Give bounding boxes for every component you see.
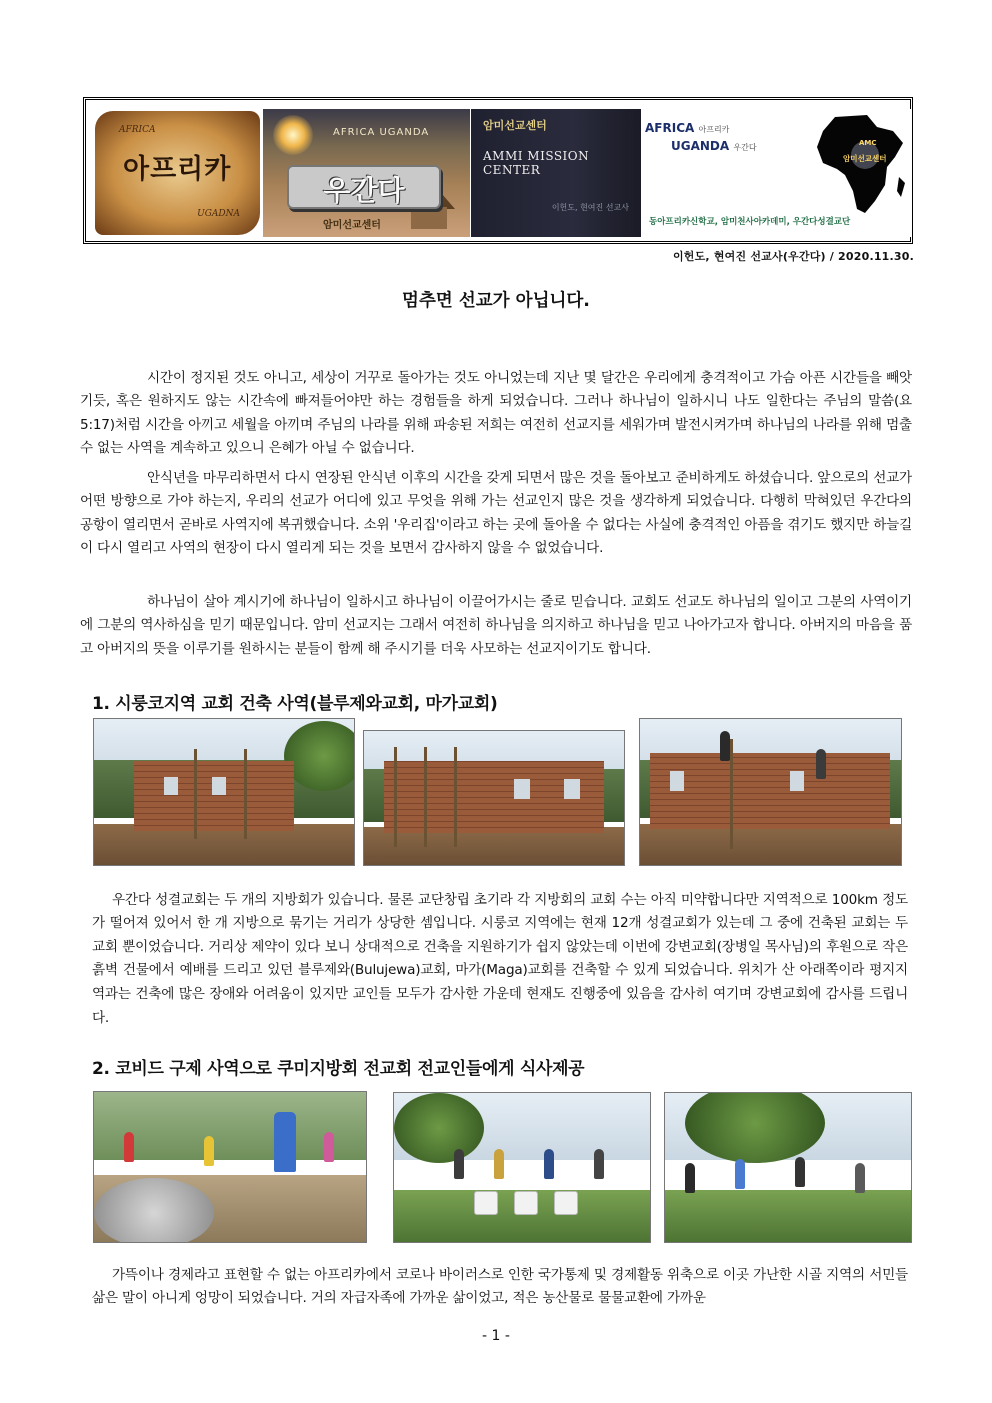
byline: 이헌도, 현여진 선교사(우간다) / 2020.11.30.: [672, 250, 914, 263]
page-title: 멈추면 선교가 아닙니다.: [402, 291, 590, 311]
section-1-text: 우간다 성결교회는 두 개의 지방회가 있습니다. 물론 교단창립 초기라 각 지방회의 교회 수는 아직 미약합니다만 지역적으로 100km 정도가 떨어져 있어서 한 개 지방으로 묶기는 거리가 상당한 셈입니다. 시룽코 지역에는 현재 12개 성결교회가 있는데 그 중에 건축된 교회는 두 교회 뿐이었습니다. 거리상 제약이 있다 보니 상대적으로 건축을 지원하기가 쉽지 않았는데 이번에 강변교회(장병일 목사님)의 후원으로 작은 흙벽 건물에서 예배를 드리고 있던 블루제와(Bulujewa)교회, 마가(Maga)교회를 건축할 수 있게 되었습니다. 위치가 산 아래쪽이라 평지지역과는 건축에 많은 장애와 어려움이 있지만 교인들 모두가 감사한 가운데 현재도 진행중에 있음을 감사히 여기며 강변교회에 감사를 드립니다.: [92, 891, 908, 1026]
section-2-text: 가뜩이나 경제라고 표현할 수 없는 아프리카에서 코로나 바이러스로 인한 국가통제 및 경제활동 위축으로 이곳 가난한 시골 지역의 서민들 삶은 말이 아니게 엉망이 되었습니다. 거의 자급자족에 가까운 삶이었고, 적은 농산물로 물물교환에 가까운: [92, 1266, 908, 1307]
intro-paragraph-2: 안식년을 마무리하면서 다시 연장된 안식년 이후의 시간을 갖게 되면서 많은 것을 돌아보고 준비하게도 하셨습니다. 앞으로의 선교가 어떤 방향으로 가야 하는지, 우리의 선교가 어디에 있고 무엇을 위해 가는 선교인지 많은 것을 생각하게 되었습니다. 다행히 막혀있던 우간다의 공항이 열리면서 곧바로 사역지에 복귀했습니다. 소위 '우리집'이라고 하는 곳에 돌아올 수 없다는 사실에 충격적인 아픔을 겪기도 했지만 하늘길이 다시 열리고 사역의 현장이 다시 열리게 되는 것을 보면서 감사하지 않을 수 없었습니다.: [80, 469, 912, 557]
uganda-village-image: [263, 109, 470, 237]
page-number: - 1 -: [482, 1328, 510, 1344]
construction-photo-2: [363, 730, 625, 866]
africa-scroll-logo: [95, 111, 260, 235]
hut-wall: [411, 207, 447, 229]
amc-korean: 암미선교센터: [843, 154, 887, 163]
scroll-main-text: 아프리카: [123, 154, 232, 185]
org-list: 동아프리카신학교, 암미천사아카데미, 우간다성결교단: [649, 217, 851, 227]
village-caption: AFRICA UGANDA: [333, 127, 430, 138]
food-distribution-photo-1: [93, 1091, 367, 1243]
mission-center-panel: [471, 109, 641, 237]
food-distribution-photo-2: [393, 1092, 651, 1243]
construction-photo-3: [639, 718, 902, 866]
amc-text: AMC: [859, 139, 877, 147]
scroll-top-text: AFRICA: [119, 125, 156, 135]
africa-label: AFRICA 아프리카: [645, 121, 730, 135]
scroll-bottom-text: UGADNA: [197, 209, 240, 219]
village-title: 우간다: [323, 174, 405, 207]
africa-uganda-panel: [641, 109, 911, 237]
mission-small: 이헌도, 현여진 선교사: [551, 203, 629, 212]
mission-korean: 암미선교센터: [483, 119, 547, 132]
construction-photo-1: [93, 718, 355, 866]
uganda-title-box: [287, 165, 441, 209]
sun-glow: [273, 115, 313, 155]
section-1-heading: 1. 시룽코지역 교회 건축 사역(블루제와교회, 마가교회): [92, 694, 498, 714]
intro-paragraph-3: 하나님이 살아 계시기에 하나님이 일하시고 하나님이 이끌어가시는 줄로 믿습니다. 교회도 선교도 하나님의 일이고 그분의 사역이기에 그분의 역사하심을 믿기 때문입니다. 암미 선교지는 그래서 여전히 하나님을 의지하고 하나님을 믿고 나아가고자 합니다. 아버지의 마음을 품고 아버지의 뜻을 이루기를 원하시는 분들이 함께 해 주시기를 더욱 사모하는 선교지이기도 합니다.: [80, 593, 912, 657]
intro-paragraph-1: 시간이 정지된 것도 아니고, 세상이 거꾸로 돌아가는 것도 아니었는데 지난 몇 달간은 우리에게 충격적이고 가슴 아픈 시간들을 빼앗기듯, 혹은 원하지도 않는 시간속에 빠져들어야만 하는 경험들을 하게 되었습니다. 그러나 하나님이 일하시니 나도 일한다는 주님의 말씀(요 5:17)처럼 시간을 아끼고 세월을 아끼며 주님의 나라를 위해 파송된 저희는 여전히 선교지를 세워가며 발전시켜가며 하나님의 나라를 위해 멈출 수 없는 사역을 계속하고 있으니 은혜가 아닐 수 없습니다.: [80, 369, 912, 457]
section-2-heading: 2. 코비드 구제 사역으로 쿠미지방회 전교회 전교인들에게 식사제공: [92, 1059, 585, 1079]
header-banner: [83, 97, 913, 244]
village-subtitle: 암미선교센터: [323, 220, 381, 231]
mission-english: AMMI MISSION CENTER: [483, 149, 590, 177]
uganda-label: UGANDA 우간다: [671, 139, 757, 153]
food-distribution-photo-3: [664, 1092, 912, 1243]
africa-map-icon: [815, 113, 907, 217]
